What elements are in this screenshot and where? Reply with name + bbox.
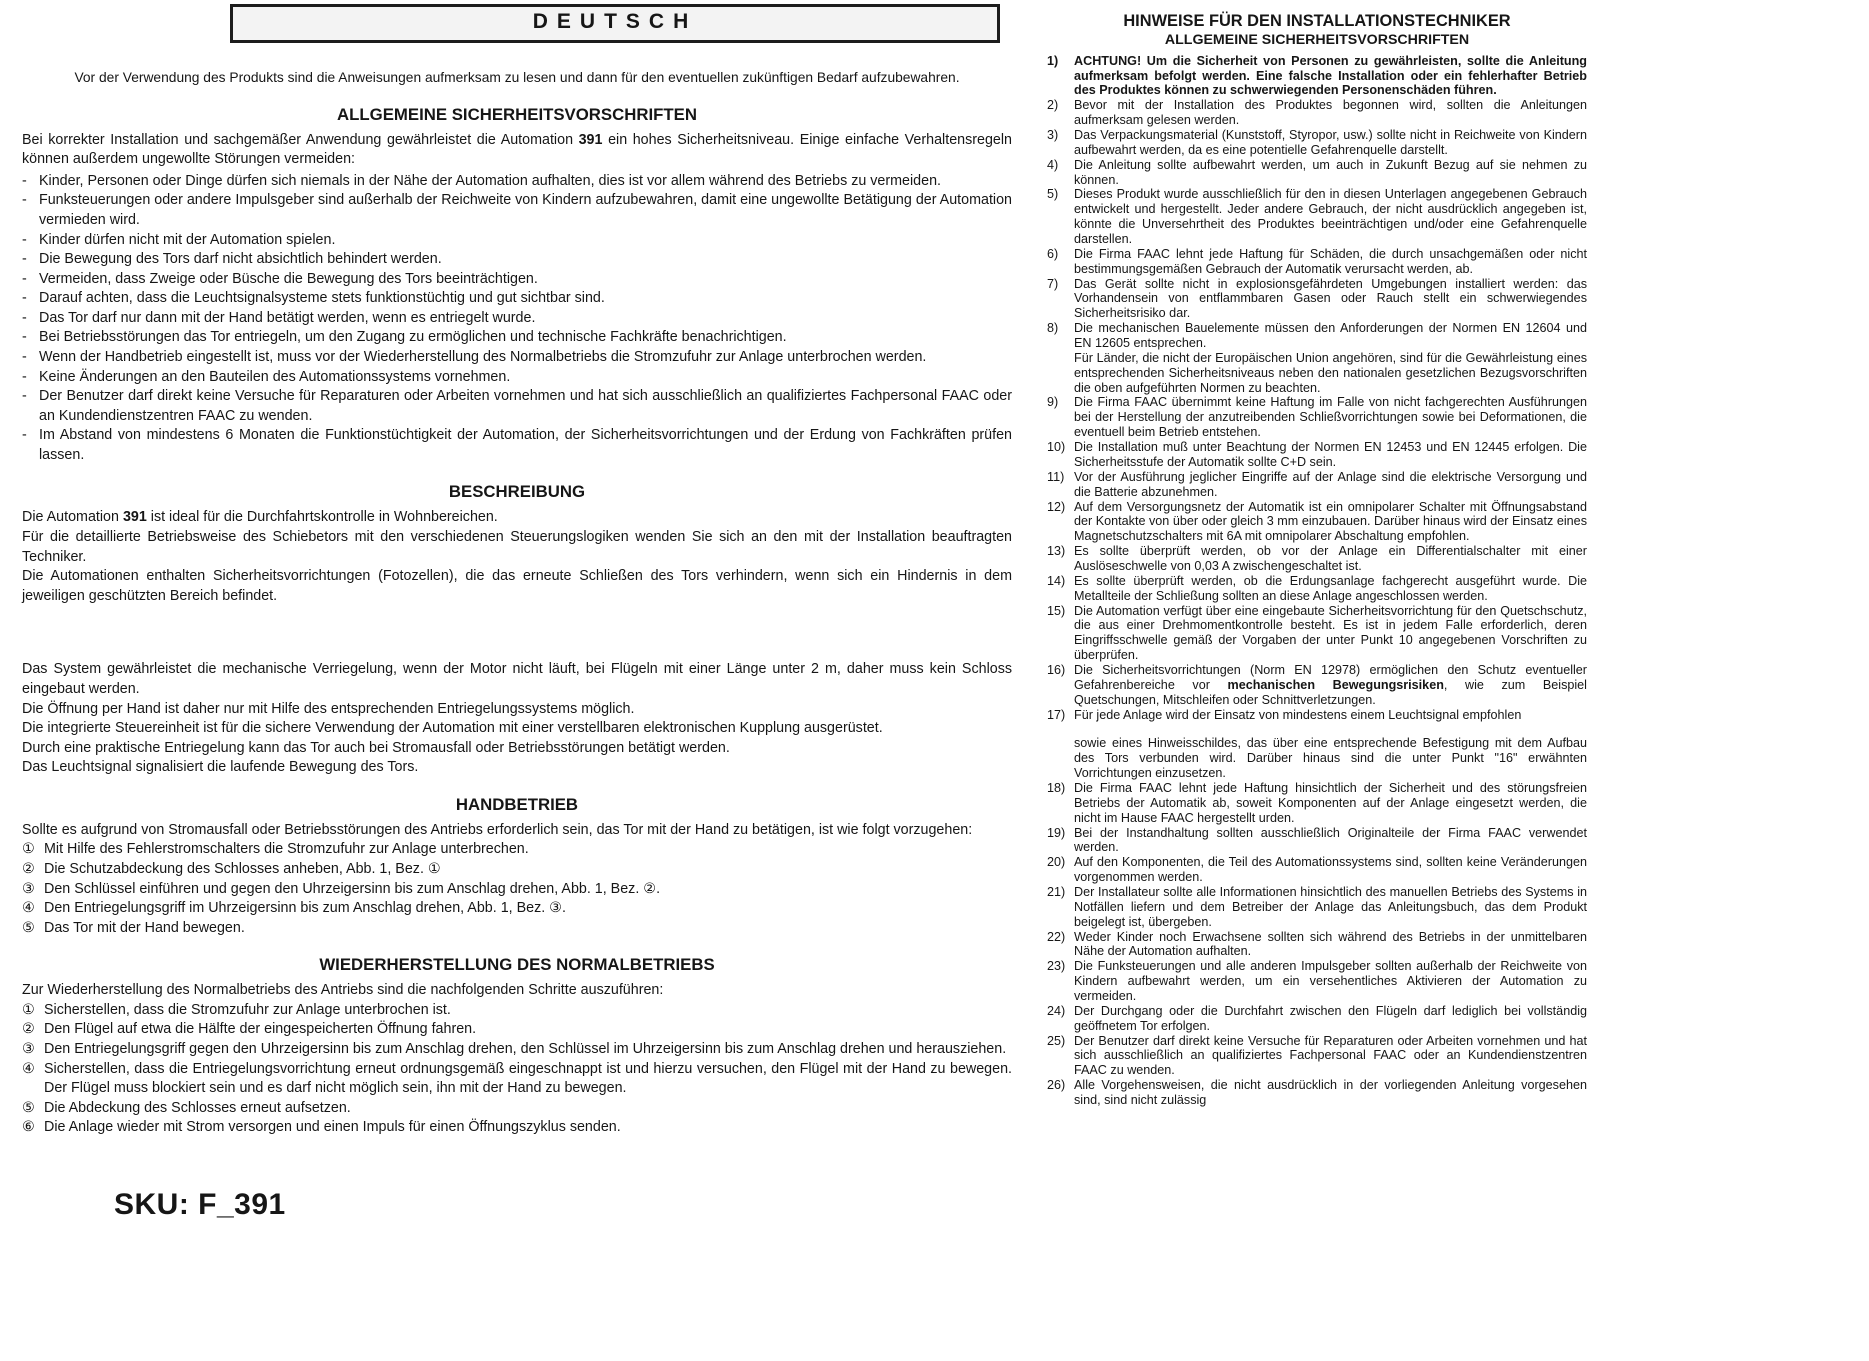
installer-note: 5) Dieses Produkt wurde ausschließlich für den in diesen Unterlagen angegebenen Gebrauch entwickelt und hergestellt. Jeder andere Gebrauch, der nicht ausdrücklich angegeben ist, könnte die Unversehrtheit des Produktes beeinträchtigen und/oder eine Gefahrenquelle darstellen. — [1047, 187, 1587, 247]
language-banner — [230, 4, 1000, 43]
safety-rule: - Die Bewegung des Tors darf nicht absichtlich behindert werden. — [22, 250, 1012, 270]
safety-rule: - Funksteuerungen oder andere Impulsgeber sind außerhalb der Reichweite von Kindern aufzubewahren, damit eine ungewollte Betätigung der Automation vermieden wird. — [22, 191, 1012, 230]
note-number: 23) — [1047, 959, 1066, 974]
note-number: 21) — [1047, 884, 1066, 899]
safety-section-title: ALLGEMEINE SICHERHEITSVORSCHRIFTEN — [337, 104, 697, 124]
installer-note: 11) Vor der Ausführung jeglicher Eingriffe auf der Anlage sind die elektrische Versorgung und die Batterie abzunehmen. — [1047, 469, 1587, 499]
manual-operation-intro: Sollte es aufgrund von Stromausfall oder Betriebsstörungen des Antriebs erforderlich sein, das Tor mit der Hand zu betätigen, ist wie folgt vorzugehen: — [22, 821, 973, 838]
document-intro: Vor der Verwendung des Produkts sind die Anweisungen aufmerksam zu lesen und dann für den eventuellen zukünftigen Bedarf aufzubewahren. — [74, 69, 960, 85]
description-paragraph: Die integrierte Steuereinheit ist für die sichere Verwendung der Automation mit einer verstellbaren elektronischen Kupplung ausgerüstet. — [22, 720, 883, 737]
note-number: 8) — [1047, 321, 1059, 336]
manual-steps-list — [22, 840, 1012, 938]
description-paragraph: Das System gewährleistet die mechanische Verriegelung, wenn der Motor nicht läuft, bei Flügeln mit einer Länge unter 2 m, daher muss kein Schloss eingebaut werden. — [22, 661, 1012, 697]
note-number: 6) — [1047, 246, 1059, 261]
note-number: 13) — [1047, 544, 1066, 559]
safety-rule: - Bei Betriebsstörungen das Tor entriegeln, um den Zugang zu ermöglichen und technische Fachkräfte benachrichtigen. — [22, 328, 1012, 348]
step-number-icon: ④ — [22, 1060, 35, 1077]
description-paragraph: Für die detaillierte Betriebsweise des Schiebetors mit den verschiedenen Steuerungslogiken wenden Sie sich an den mit der Installation beauftragten Techniker. — [22, 529, 1012, 565]
installer-note: 15) Die Automation verfügt über eine eingebaute Sicherheitsvorrichtung für den Quetschschutz, die aus einer Drehmomentkontrolle besteht. Es ist in jedem Falle erforderlich, deren Eingriffsschwelle gemäß der Vorgaben der unter Punkt 10 angegebenen Vorschriften zu überprüfen. — [1047, 603, 1587, 663]
language-banner-label: DEUTSCH — [532, 10, 698, 33]
left-column — [22, 4, 1012, 1225]
installer-note: 24) Der Durchgang oder die Durchfahrt zwischen den Flügeln darf lediglich bei vollständig geöffnetem Tor erfolgen. — [1047, 1003, 1587, 1033]
model-number: 391 — [578, 131, 603, 148]
installer-note: 12) Auf dem Versorgungsnetz der Automatik ist ein omnipolarer Schalter mit Öffnungsabstand der Kontakte von über oder gleich 3 mm einzubauen. Darüber hinaus wird der Einsatz eines Magnetschutzschalters mit 6A mit omnipolarer Abschaltung empfohlen. — [1047, 499, 1587, 544]
installer-note: 9) Die Firma FAAC übernimmt keine Haftung im Falle von nicht fachgerechten Ausführungen bei der Herstellung der anzutreibenden Schließvorrichtungen sowie bei Deformationen, die eventuell beim Betrieb entstehen. — [1047, 395, 1587, 440]
installer-notes-list — [1047, 54, 1587, 1108]
installer-notes-title: HINWEISE FÜR DEN INSTALLATIONSTECHNIKER — [1123, 12, 1511, 30]
note-number: 3) — [1047, 128, 1059, 143]
manual-operation-title: HANDBETRIEB — [455, 794, 579, 814]
installer-note: 13) Es sollte überprüft werden, ob vor der Anlage ein Differentialschalter mit einer Auslöseschwelle von 0,03 A zwischengeschaltet ist. — [1047, 544, 1587, 573]
manual-step: ⑤ Das Tor mit der Hand bewegen. — [22, 919, 1012, 939]
note-number: 26) — [1047, 1078, 1066, 1093]
installer-note: 2) Bevor mit der Installation des Produktes begonnen wird, sollten die Anleitungen aufmerksam gelesen werden. — [1047, 98, 1587, 128]
step-number-icon: ③ — [22, 880, 35, 897]
safety-rule: - Kinder, Personen oder Dinge dürfen sich niemals in der Nähe der Automation aufhalten, dies ist vor allem während des Betriebs zu vermeiden. — [22, 172, 1012, 192]
installer-note: 16) Die Sicherheitsvorrichtungen (Norm EN 12978) ermöglichen den Schutz eventueller Gefahrenbereiche vor mechanischen Bewegungsrisiken, wie zum Beispiel Quetschungen, Mitschleifen oder Schnittverletzungen. — [1047, 662, 1587, 707]
step-number-icon: ⑤ — [22, 1099, 35, 1116]
note-number: 5) — [1047, 187, 1059, 202]
note-number: 9) — [1047, 395, 1059, 410]
installer-note: 21) Der Installateur sollte alle Informationen hinsichtlich des manuellen Betriebs des Systems in Notfällen liefern und dem Betreiber der Anlage das Anleitungsbuch, das dem Produkt beigelegt ist, übergeben. — [1047, 884, 1587, 929]
note-number: 18) — [1047, 780, 1066, 795]
sku-label: SKU: F_391 — [114, 1187, 286, 1221]
restore-step: ③ Den Entriegelungsgriff gegen den Uhrzeigersinn bis zum Anschlag drehen, den Schlüssel im Uhrzeigersinn bis zum Anschlag drehen und herausziehen. — [22, 1040, 1012, 1060]
installer-note: 1) ACHTUNG! Um die Sicherheit von Personen zu gewährleisten, sollte die Anleitung aufmerksam befolgt werden. Eine falsche Installation oder ein fehlerhafter Betrieb des Produktes können zu schwerwiegenden Personenschäden führen. — [1047, 53, 1587, 98]
installer-note: 8) Die mechanischen Bauelemente müssen den Anforderungen der Normen EN 12604 und EN 12605 entsprechen. Für Länder, die nicht der Europäischen Union angehören, sind für die Gewährleistung eines entsprechenden Sicherheitsniveaus neben den nationalen gesetzlichen Bezugsvorschriften die oben aufgeführten Normen zu beachten. — [1047, 321, 1587, 395]
restore-steps-list — [22, 1001, 1012, 1138]
safety-rule: - Im Abstand von mindestens 6 Monaten die Funktionstüchtigkeit der Automation, der Sicherheitsvorrichtungen und der Erdung von Fachkräften prüfen lassen. — [22, 426, 1012, 465]
note-number: 20) — [1047, 855, 1066, 870]
note-number: 1) — [1047, 53, 1059, 68]
safety-rule: - Wenn der Handbetrieb eingestellt ist, muss vor der Wiederherstellung des Normalbetriebs die Stromzufuhr zur Anlage unterbrochen werden. — [22, 348, 1012, 368]
note-number: 22) — [1047, 929, 1066, 944]
restore-step: ④ Sicherstellen, dass die Entriegelungsvorrichtung erneut ordnungsgemäß eingeschnappt ist und hierzu versuchen, den Flügel mit der Hand zu bewegen. Der Flügel muss blockiert sein und es darf nicht möglich sein, ihn mit der Hand zu bewegen. — [22, 1060, 1012, 1097]
description-paragraph: Das Leuchtsignal signalisiert die laufende Bewegung des Tors. — [22, 759, 419, 776]
installer-note-continuation: sowie eines Hinweisschildes, das über eine entsprechende Befestigung mit dem Aufbau des Tors verbunden wird. Darüber hinaus sind die unter Punkt "16" erwähnten Vorrichtungen einzusetzen. — [1074, 736, 1587, 781]
restore-section-title: WIEDERHERSTELLUNG DES NORMALBETRIEBS — [319, 955, 715, 975]
installer-note: 20) Auf den Komponenten, die Teil des Automationssystems sind, sollten keine Veränderungen vorgenommen werden. — [1047, 855, 1587, 885]
installer-note: 4) Die Anleitung sollte aufbewahrt werden, um auch in Zukunft Bezug auf sie nehmen zu können. — [1047, 157, 1587, 187]
description-paragraph: Die Öffnung per Hand ist daher nur mit Hilfe des entsprechenden Entriegelungssystems möglich. — [22, 700, 635, 717]
installer-note: 14) Es sollte überprüft werden, ob die Erdungsanlage fachgerecht ausgeführt wurde. Die Metallteile der Schließung sollten an diese Anlage angeschlossen werden. — [1047, 573, 1587, 603]
safety-intro: Bei korrekter Installation und sachgemäßer Anwendung gewährleistet die Automation 391 ein hohes Sicherheitsniveau. Einige einfache Verhaltensregeln können außerdem ungewollte Störungen vermeiden: — [22, 131, 1012, 168]
step-number-icon: ④ — [22, 900, 35, 917]
installer-note: 3) Das Verpackungsmaterial (Kunststoff, Styropor, usw.) sollte nicht in Reichweite von Kindern aufbewahrt werden, da es eine potentielle Gefahrenquelle darstellt. — [1047, 128, 1587, 157]
note-number: 11) — [1047, 469, 1065, 484]
note-number: 16) — [1047, 662, 1066, 677]
safety-rule: - Das Tor darf nur dann mit der Hand betätigt werden, wenn es entriegelt wurde. — [22, 309, 1012, 329]
safety-rule: - Darauf achten, dass die Leuchtsignalsysteme stets funktionstüchtig und gut sichtbar sind. — [22, 289, 1012, 309]
step-number-icon: ⑤ — [22, 919, 35, 936]
note-number: 14) — [1047, 573, 1066, 588]
step-number-icon: ① — [22, 1001, 35, 1018]
note-number: 15) — [1047, 603, 1066, 618]
restore-intro: Zur Wiederherstellung des Normalbetriebs des Antriebs sind die nachfolgenden Schritte auszuführen: — [22, 982, 664, 999]
restore-step: ① Sicherstellen, dass die Stromzufuhr zur Anlage unterbrochen ist. — [22, 1001, 1012, 1021]
step-number-icon: ① — [22, 841, 35, 858]
installer-note: 6) Die Firma FAAC lehnt jede Haftung für Schäden, die durch unsachgemäßen oder nicht bestimmungsgemäßen Gebrauch der Automatik verursacht werden, ab. — [1047, 246, 1587, 276]
safety-rule: - Vermeiden, dass Zweige oder Büsche die Bewegung des Tors beeinträchtigen. — [22, 270, 1012, 290]
step-number-icon: ③ — [22, 1041, 35, 1058]
note-number: 2) — [1047, 98, 1059, 113]
right-column — [1047, 12, 1587, 1108]
note-number: 25) — [1047, 1033, 1066, 1048]
model-number: 391 — [122, 509, 147, 526]
restore-step: ⑥ Die Anlage wieder mit Strom versorgen und einen Impuls für einen Öffnungszyklus senden. — [22, 1118, 1012, 1138]
installer-note: 10) Die Installation muß unter Beachtung der Normen EN 12453 und EN 12445 erfolgen. Die Sicherheitsstufe der Automatik sollte C+D sein. — [1047, 440, 1587, 469]
installer-note: 22) Weder Kinder noch Erwachsene sollten sich während des Betriebs in der unmittelbaren Nähe der Automation aufhalten. — [1047, 929, 1587, 959]
restore-step: ② Den Flügel auf etwa die Hälfte der eingespeicherten Öffnung fahren. — [22, 1020, 1012, 1040]
note-number: 17) — [1047, 707, 1066, 722]
description-paragraph: Durch eine praktische Entriegelung kann das Tor auch bei Stromausfall oder Betriebsstörungen betätigt werden. — [22, 739, 730, 756]
note-number: 4) — [1047, 157, 1059, 172]
installer-note: 23) Die Funksteuerungen und alle anderen Impulsgeber sollten außerhalb der Reichweite von Kindern aufbewahrt werden, um ein versehentliches Aktivieren der Automation zu vermeiden. — [1047, 959, 1587, 1003]
installer-notes-subtitle: ALLGEMEINE SICHERHEITSVORSCHRIFTEN — [1164, 31, 1470, 48]
step-number-icon: ② — [22, 861, 35, 877]
safety-rule: - Keine Änderungen an den Bauteilen des Automationssystems vornehmen. — [22, 368, 1012, 388]
installer-note: 7) Das Gerät sollte nicht in explosionsgefährdeten Umgebungen installiert werden: das Vorhandensein von entflammbaren Gasen oder Rauch stellt ein schwerwiegendes Sicherheitsrisiko dar. — [1047, 276, 1587, 321]
safety-rules-list — [22, 172, 1012, 466]
step-number-icon: ⑥ — [22, 1119, 35, 1136]
description-paragraph: Die Automation 391 ist ideal für die Durchfahrtskontrolle in Wohnbereichen. — [22, 509, 498, 526]
installer-note: 19) Bei der Instandhaltung sollten ausschließlich Originalteile der Firma FAAC verwendet werden. — [1047, 825, 1587, 855]
description-paragraph: Die Automationen enthalten Sicherheitsvorrichtungen (Fotozellen), die das erneute Schließen des Tors verhindern, wenn sich ein Hindernis in dem jeweiligen geschützten Bereich befindet. — [22, 568, 1012, 604]
note-number: 7) — [1047, 276, 1059, 291]
note-number: 12) — [1047, 499, 1066, 514]
installer-note: 18) Die Firma FAAC lehnt jede Haftung hinsichtlich der Sicherheit und des störungsfreien Betriebs der Automatik ab, soweit Komponenten auf der Anlage eingesetzt werden, die nicht im Hause FAAC hergestellt urden. — [1047, 780, 1587, 825]
installer-note: 25) Der Benutzer darf direkt keine Versuche für Reparaturen oder Arbeiten vornehmen und hat sich ausschließlich an qualifiziertes Fachpersonal FAAC oder an Kundendienstzentren FAAC zu wenden. — [1047, 1033, 1587, 1078]
installer-note: 26) Alle Vorgehensweisen, die nicht ausdrücklich in der vorliegenden Anleitung vorgesehen sind, sind nicht zulässig — [1047, 1078, 1587, 1108]
note-number: 19) — [1047, 825, 1066, 840]
note-number: 24) — [1047, 1003, 1066, 1018]
safety-rule: - Der Benutzer darf direkt keine Versuche für Reparaturen oder Arbeiten vornehmen und hat sich ausschließlich an qualifiziertes Fachpersonal FAAC oder an Kundendienstzentren FAAC zu wenden. — [22, 387, 1012, 426]
restore-step: ⑤ Die Abdeckung des Schlosses erneut aufsetzen. — [22, 1099, 1012, 1119]
emphasized-text: mechanischen Bewegungsrisiken — [1227, 677, 1444, 692]
installer-note: 17) Für jede Anlage wird der Einsatz von mindestens einem Leuchtsignal empfohlen sowie eines Hinweisschildes, das über eine entsprechende Befestigung mit dem Aufbau des Tors verbunden wird. Darüber hinaus sind die unter Punkt "16" erwähnten Vorrichtungen einzusetzen. — [1047, 707, 1587, 781]
installer-note-continuation: Für Länder, die nicht der Europäischen Union angehören, sind für die Gewährleistung eines entsprechenden Sicherheitsniveaus neben den nationalen gesetzlichen Bezugsvorschriften die oben aufgeführten Normen zu beachten. — [1074, 350, 1587, 395]
safety-rule: - Kinder dürfen nicht mit der Automation spielen. — [22, 231, 1012, 251]
manual-step: ① Mit Hilfe des Fehlerstromschalters die Stromzufuhr zur Anlage unterbrechen. — [22, 840, 1012, 860]
manual-step: ④ Den Entriegelungsgriff im Uhrzeigersinn bis zum Anschlag drehen, Abb. 1, Bez. ③. — [22, 899, 1012, 919]
manual-step: ② Die Schutzabdeckung des Schlosses anheben, Abb. 1, Bez. ① — [22, 860, 1012, 880]
description-section-title: BESCHREIBUNG — [448, 482, 586, 502]
note-number: 10) — [1047, 440, 1066, 455]
step-number-icon: ② — [22, 1021, 35, 1038]
manual-step: ③ Den Schlüssel einführen und gegen den Uhrzeigersinn bis zum Anschlag drehen, Abb. 1, Bez. ②. — [22, 880, 1012, 900]
